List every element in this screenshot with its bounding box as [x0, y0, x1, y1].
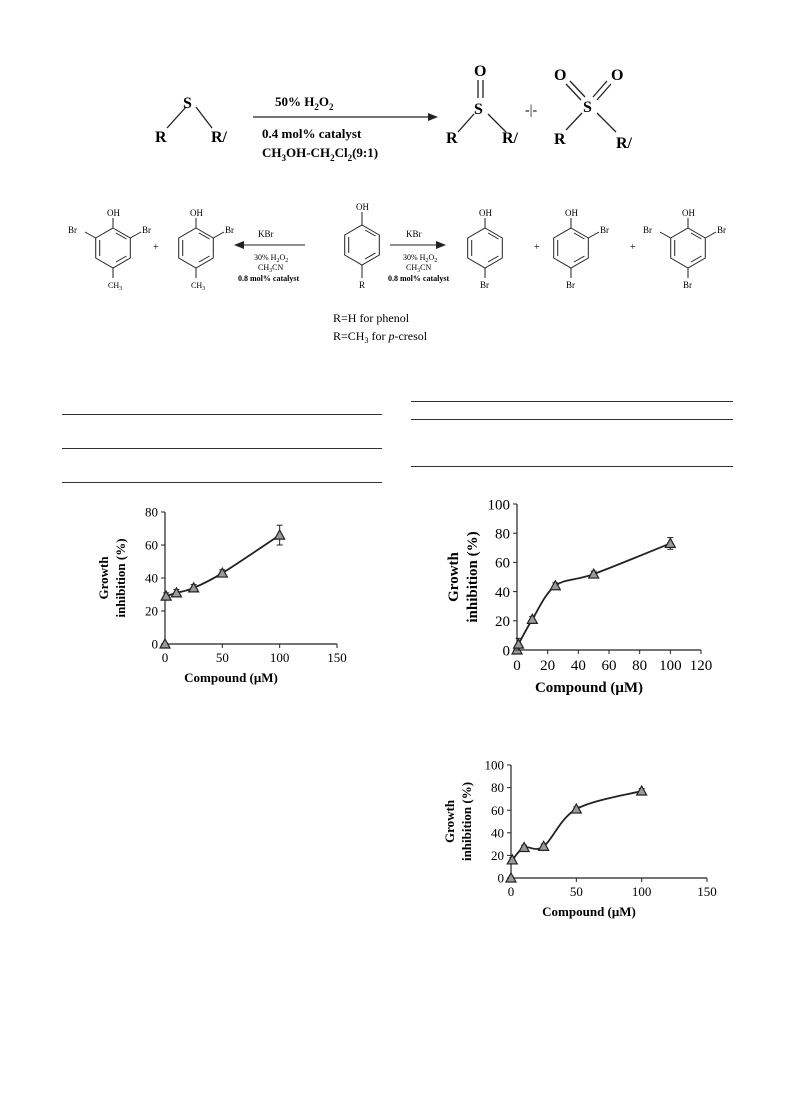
svg-text:R: R — [446, 130, 458, 147]
svg-text:CH3: $CH_3$ — [108, 281, 123, 292]
svg-text:S: S — [474, 101, 483, 118]
y-tick-label: 0 — [497, 870, 504, 886]
svg-text:O: O — [554, 67, 567, 84]
svg-text:Br: Br — [566, 280, 575, 290]
svg-text:0.8 mol% catalyst: 0.8 mol% catalyst — [238, 274, 300, 283]
dibromophenol-product — [554, 208, 609, 290]
y-axis-label-line1: Growth — [442, 799, 457, 844]
reaction-arrow-right — [388, 229, 449, 283]
svg-text:R/: R/ — [616, 135, 632, 152]
svg-text:Br: Br — [643, 225, 652, 235]
x-tick-label: 120 — [689, 658, 713, 674]
oxidant-label: 50% $H_2O_2$ — [275, 94, 334, 112]
y-tick-label: 60 — [145, 537, 158, 553]
sulfoxide-structure — [446, 63, 519, 147]
svg-text:O: O — [611, 67, 624, 84]
y-axis-label-line1: Growth — [96, 556, 111, 600]
x-tick-label: 0 — [513, 658, 521, 674]
data-series-line — [166, 535, 280, 596]
sulfide-r-left: R — [155, 129, 167, 146]
scheme-bromination — [0, 190, 785, 360]
y-tick-label: 0 — [502, 643, 510, 660]
y-tick-label: 20 — [495, 614, 510, 631]
x-axis-label: Compound (μM) — [542, 904, 636, 919]
svg-text:+: + — [153, 242, 159, 253]
x-tick-label: 80 — [632, 658, 648, 674]
scheme-sulfide-oxidation — [0, 0, 785, 200]
data-point-marker — [571, 804, 581, 813]
x-tick-label: 0 — [507, 884, 515, 899]
y-tick-label: 80 — [145, 504, 158, 520]
bromophenol-product — [468, 208, 503, 290]
svg-text:Br: Br — [600, 225, 609, 235]
phenol-reactant — [345, 202, 380, 290]
y-tick-label: 80 — [495, 526, 510, 543]
x-tick-label: 100 — [269, 650, 290, 665]
svg-text:Br: Br — [683, 280, 692, 290]
svg-text:30% H2O2: 30% $H_2O_2$ — [403, 253, 438, 264]
svg-text:KBr: KBr — [406, 229, 422, 239]
substituent-legend-cresol: $R=CH_3$ for p-cresol — [333, 329, 428, 345]
svg-text:OH: OH — [190, 208, 203, 218]
table-rule — [411, 466, 733, 467]
sulfide-s-atom: S — [183, 95, 192, 112]
x-axis-label: Compound (μM) — [184, 670, 278, 685]
table-rule — [62, 482, 382, 483]
y-tick-label: 40 — [495, 584, 510, 601]
svg-text:Br: Br — [480, 280, 489, 290]
data-series-line — [519, 543, 671, 644]
y-tick-label: 40 — [145, 570, 158, 586]
y-tick-label: 0 — [151, 636, 158, 652]
table-rule — [62, 448, 382, 449]
x-tick-label: 100 — [631, 884, 652, 899]
svg-text:OH: OH — [107, 208, 120, 218]
solvent-label: $CH_3OH-CH_2Cl_2(9:1)$ — [262, 145, 379, 163]
y-axis-label-line1: Growth — [446, 552, 462, 602]
y-tick-label: 100 — [487, 497, 510, 514]
x-tick-label: 0 — [161, 650, 169, 665]
x-axis-label: Compound (μM) — [534, 680, 644, 696]
data-point-marker — [275, 530, 285, 539]
y-tick-label: 60 — [491, 802, 504, 818]
svg-text:OH: OH — [479, 208, 492, 218]
x-tick-label: 150 — [697, 884, 717, 899]
substituent-legend-phenol: R=H for phenol — [333, 311, 410, 325]
table-rule — [62, 414, 382, 415]
sulfone-structure — [554, 67, 633, 152]
x-tick-label: 100 — [659, 658, 682, 674]
y-tick-label: 20 — [491, 847, 504, 863]
y-axis-label-line2: inhibition (%) — [459, 781, 474, 862]
table-rule — [411, 401, 733, 402]
svg-text:+: + — [630, 242, 636, 253]
x-tick-label: 20 — [540, 658, 556, 674]
svg-text:+: + — [534, 242, 540, 253]
x-tick-label: 50 — [215, 650, 229, 665]
svg-text:OH: OH — [682, 208, 695, 218]
y-axis-label-line2: inhibition (%) — [113, 538, 128, 618]
svg-text:30% H2O2: 30% $H_2O_2$ — [254, 253, 289, 264]
data-point-marker — [665, 538, 675, 547]
svg-text:KBr: KBr — [258, 229, 274, 239]
svg-text:Br: Br — [225, 225, 234, 235]
growth-inhibition-chart-2 — [425, 490, 725, 710]
data-point-marker — [637, 786, 647, 795]
dibromo-cresol-product — [68, 208, 151, 292]
growth-inhibition-chart-3 — [405, 755, 725, 935]
y-axis-label-line2: inhibition (%) — [465, 531, 481, 623]
svg-text:R: R — [359, 280, 366, 290]
svg-text:R/: R/ — [502, 130, 518, 147]
sulfide-structure — [155, 95, 228, 146]
data-point-marker — [189, 583, 199, 592]
tribromophenol-product — [643, 208, 726, 290]
svg-text:0.8 mol% catalyst: 0.8 mol% catalyst — [388, 274, 450, 283]
monobromo-cresol-product — [179, 208, 234, 292]
y-tick-label: 60 — [495, 555, 510, 572]
y-tick-label: 20 — [145, 603, 158, 619]
svg-text:CH3CN: $CH_3CN$ — [258, 263, 284, 274]
svg-text:S: S — [583, 99, 592, 116]
x-tick-label: 150 — [327, 650, 347, 665]
svg-text:Br: Br — [142, 225, 151, 235]
catalyst-loading-label: 0.4 mol% catalyst — [262, 126, 362, 141]
svg-text:R: R — [554, 131, 566, 148]
sulfide-r-right: R/ — [211, 129, 227, 146]
svg-text:OH: OH — [565, 208, 578, 218]
svg-text:O: O — [474, 63, 487, 80]
y-tick-label: 80 — [491, 780, 504, 796]
data-point-marker — [527, 614, 537, 623]
svg-text:OH: OH — [356, 202, 369, 212]
product-separator: -|- — [525, 103, 538, 118]
data-series-line — [512, 791, 641, 860]
svg-text:Br: Br — [717, 225, 726, 235]
x-tick-label: 50 — [569, 884, 583, 899]
svg-text:Br: Br — [68, 225, 77, 235]
reaction-arrow-left — [234, 229, 305, 283]
x-tick-label: 60 — [601, 658, 617, 674]
y-tick-label: 40 — [491, 825, 504, 841]
svg-text:CH3CN: $CH_3CN$ — [406, 263, 432, 274]
data-point-marker — [217, 568, 227, 577]
reaction-arrow-1 — [253, 113, 438, 121]
x-tick-label: 40 — [570, 658, 586, 674]
data-point-marker — [514, 639, 524, 648]
y-tick-label: 100 — [484, 757, 504, 773]
growth-inhibition-chart-1 — [90, 500, 360, 705]
table-rule — [411, 419, 733, 420]
svg-text:CH3: $CH_3$ — [191, 281, 206, 292]
data-point-marker — [550, 581, 560, 590]
